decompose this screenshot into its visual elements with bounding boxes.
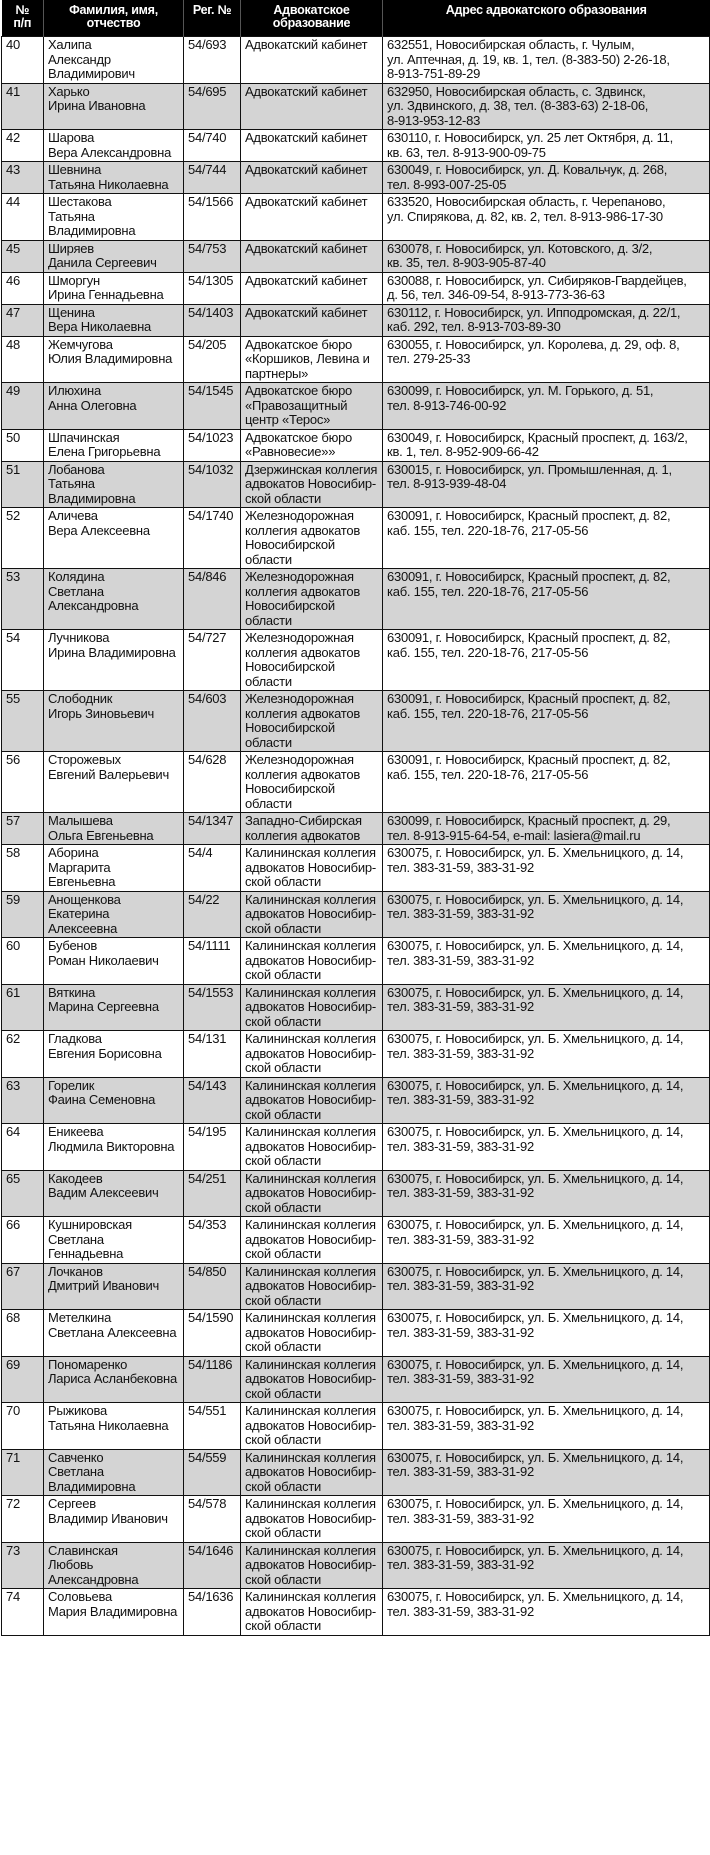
cell-reg-number: 54/1636 (184, 1589, 241, 1636)
cell-organization: Калининская коллегия адвокатов Новосибир- ской области (241, 1170, 383, 1217)
cell-organization: Калининская коллегия адвокатов Новосибир- ской области (241, 845, 383, 892)
cell-number: 52 (2, 508, 44, 569)
cell-organization: Калининская коллегия адвокатов Новосибир- ской области (241, 1310, 383, 1357)
cell-number: 57 (2, 813, 44, 845)
cell-reg-number: 54/1545 (184, 383, 241, 430)
table-body (2, 37, 710, 1636)
cell-name: Слободник Игорь Зиновьевич (44, 691, 184, 752)
table-row (2, 83, 710, 130)
cell-organization: Калининская коллегия адвокатов Новосибир- ской области (241, 1217, 383, 1264)
table-row (2, 691, 710, 752)
cell-address: 630049, г. Новосибирск, ул. Д. Ковальчук, д. 268, тел. 8-993-007-25-05 (383, 162, 710, 194)
table-row (2, 891, 710, 938)
cell-address: 630075, г. Новосибирск, ул. Б. Хмельницкого, д. 14, тел. 383-31-59, 383-31-92 (383, 1403, 710, 1450)
cell-name: Щенина Вера Николаевна (44, 304, 184, 336)
cell-number: 53 (2, 569, 44, 630)
table-row (2, 240, 710, 272)
cell-address: 630075, г. Новосибирск, ул. Б. Хмельницкого, д. 14, тел. 383-31-59, 383-31-92 (383, 1449, 710, 1496)
cell-number: 62 (2, 1031, 44, 1078)
cell-address: 630075, г. Новосибирск, ул. Б. Хмельницкого, д. 14, тел. 383-31-59, 383-31-92 (383, 1077, 710, 1124)
cell-name: Харько Ирина Ивановна (44, 83, 184, 130)
cell-organization: Адвокатский кабинет (241, 83, 383, 130)
cell-number: 74 (2, 1589, 44, 1636)
table-row (2, 162, 710, 194)
cell-organization: Калининская коллегия адвокатов Новосибир- ской области (241, 1496, 383, 1543)
table-row (2, 1077, 710, 1124)
cell-organization: Адвокатский кабинет (241, 304, 383, 336)
cell-organization: Калининская коллегия адвокатов Новосибир- ской области (241, 1124, 383, 1171)
cell-number: 43 (2, 162, 44, 194)
cell-reg-number: 54/1186 (184, 1356, 241, 1403)
cell-organization: Калининская коллегия адвокатов Новосибир- ской области (241, 1031, 383, 1078)
cell-name: Жемчугова Юлия Владимировна (44, 336, 184, 383)
cell-organization: Калининская коллегия адвокатов Новосибир- ской области (241, 1077, 383, 1124)
cell-organization: Калининская коллегия адвокатов Новосибир- ской области (241, 984, 383, 1031)
cell-address: 630075, г. Новосибирск, ул. Б. Хмельницкого, д. 14, тел. 383-31-59, 383-31-92 (383, 938, 710, 985)
cell-number: 68 (2, 1310, 44, 1357)
table-row (2, 1496, 710, 1543)
cell-address: 630075, г. Новосибирск, ул. Б. Хмельницкого, д. 14, тел. 383-31-59, 383-31-92 (383, 1356, 710, 1403)
cell-number: 70 (2, 1403, 44, 1450)
cell-number: 64 (2, 1124, 44, 1171)
cell-address: 630075, г. Новосибирск, ул. Б. Хмельницкого, д. 14, тел. 383-31-59, 383-31-92 (383, 1589, 710, 1636)
table-row (2, 569, 710, 630)
cell-address: 632950, Новосибирская область, с. Здвинск, ул. Здвинского, д. 38, тел. (8-383-63) 2-18-06, 8-913-953-12-83 (383, 83, 710, 130)
cell-name: Какодеев Вадим Алексеевич (44, 1170, 184, 1217)
cell-name: Шевнина Татьяна Николаевна (44, 162, 184, 194)
cell-reg-number: 54/251 (184, 1170, 241, 1217)
cell-reg-number: 54/1590 (184, 1310, 241, 1357)
cell-reg-number: 54/1305 (184, 272, 241, 304)
cell-name: Еникеева Людмила Викторовна (44, 1124, 184, 1171)
table-row (2, 1356, 710, 1403)
cell-organization: Дзержинская коллегия адвокатов Новосибир- ской области (241, 461, 383, 508)
cell-address: 630015, г. Новосибирск, ул. Промышленная, д. 1, тел. 8-913-939-48-04 (383, 461, 710, 508)
cell-name: Шморгун Ирина Геннадьевна (44, 272, 184, 304)
cell-reg-number: 54/695 (184, 83, 241, 130)
table-row (2, 461, 710, 508)
cell-organization: Железнодорожная коллегия адвокатов Новосибирской области (241, 630, 383, 691)
cell-organization: Железнодорожная коллегия адвокатов Новосибирской области (241, 691, 383, 752)
cell-reg-number: 54/727 (184, 630, 241, 691)
cell-name: Сергеев Владимир Иванович (44, 1496, 184, 1543)
cell-organization: Калининская коллегия адвокатов Новосибир- ской области (241, 1542, 383, 1589)
cell-organization: Адвокатское бюро «Равновесие»» (241, 429, 383, 461)
cell-address: 630091, г. Новосибирск, Красный проспект, д. 82, каб. 155, тел. 220-18-76, 217-05-56 (383, 752, 710, 813)
cell-reg-number: 54/22 (184, 891, 241, 938)
cell-number: 69 (2, 1356, 44, 1403)
cell-address: 630091, г. Новосибирск, Красный проспект, д. 82, каб. 155, тел. 220-18-76, 217-05-56 (383, 569, 710, 630)
table-row (2, 336, 710, 383)
cell-organization: Калининская коллегия адвокатов Новосибир- ской области (241, 1356, 383, 1403)
header-name: Фамилия, имя, отчество (44, 0, 184, 37)
cell-number: 67 (2, 1263, 44, 1310)
table-row (2, 1542, 710, 1589)
cell-reg-number: 54/1740 (184, 508, 241, 569)
cell-number: 42 (2, 130, 44, 162)
cell-address: 630075, г. Новосибирск, ул. Б. Хмельницкого, д. 14, тел. 383-31-59, 383-31-92 (383, 1496, 710, 1543)
cell-address: 630110, г. Новосибирск, ул. 25 лет Октября, д. 11, кв. 63, тел. 8-913-900-09-75 (383, 130, 710, 162)
cell-name: Халипа Александр Владимирович (44, 37, 184, 84)
cell-address: 633520, Новосибирская область, г. Черепаново, ул. Спирякова, д. 82, кв. 2, тел. 8-913-986-17-30 (383, 194, 710, 241)
cell-address: 630099, г. Новосибирск, Красный проспект, д. 29, тел. 8-913-915-64-54, e-mail: lasiera@mail.ru (383, 813, 710, 845)
cell-name: Шпачинская Елена Григорьевна (44, 429, 184, 461)
cell-reg-number: 54/551 (184, 1403, 241, 1450)
cell-reg-number: 54/1403 (184, 304, 241, 336)
cell-reg-number: 54/1032 (184, 461, 241, 508)
table-row (2, 1124, 710, 1171)
cell-number: 73 (2, 1542, 44, 1589)
cell-address: 630075, г. Новосибирск, ул. Б. Хмельницкого, д. 14, тел. 383-31-59, 383-31-92 (383, 1170, 710, 1217)
cell-number: 63 (2, 1077, 44, 1124)
cell-number: 59 (2, 891, 44, 938)
table-row (2, 383, 710, 430)
table-row (2, 272, 710, 304)
cell-name: Пономаренко Лариса Асланбековна (44, 1356, 184, 1403)
cell-reg-number: 54/850 (184, 1263, 241, 1310)
cell-name: Малышева Ольга Евгеньевна (44, 813, 184, 845)
cell-name: Сторожевых Евгений Валерьевич (44, 752, 184, 813)
cell-number: 45 (2, 240, 44, 272)
table-row (2, 130, 710, 162)
cell-number: 61 (2, 984, 44, 1031)
cell-organization: Адвокатский кабинет (241, 272, 383, 304)
cell-reg-number: 54/205 (184, 336, 241, 383)
cell-reg-number: 54/603 (184, 691, 241, 752)
table-row (2, 1263, 710, 1310)
cell-address: 630049, г. Новосибирск, Красный проспект, д. 163/2, кв. 1, тел. 8-952-909-66-42 (383, 429, 710, 461)
cell-reg-number: 54/4 (184, 845, 241, 892)
cell-address: 630075, г. Новосибирск, ул. Б. Хмельницкого, д. 14, тел. 383-31-59, 383-31-92 (383, 1542, 710, 1589)
cell-name: Илюхина Анна Олеговна (44, 383, 184, 430)
cell-reg-number: 54/1646 (184, 1542, 241, 1589)
table-row (2, 1449, 710, 1496)
table-row (2, 304, 710, 336)
cell-number: 56 (2, 752, 44, 813)
cell-name: Рыжикова Татьяна Николаевна (44, 1403, 184, 1450)
cell-number: 46 (2, 272, 44, 304)
cell-name: Лочканов Дмитрий Иванович (44, 1263, 184, 1310)
lawyers-table (1, 0, 710, 1636)
table-row (2, 1310, 710, 1357)
cell-number: 66 (2, 1217, 44, 1264)
cell-name: Метелкина Светлана Алексеевна (44, 1310, 184, 1357)
cell-reg-number: 54/1566 (184, 194, 241, 241)
cell-name: Аборина Маргарита Евгеньевна (44, 845, 184, 892)
cell-reg-number: 54/753 (184, 240, 241, 272)
cell-organization: Железнодорожная коллегия адвокатов Новосибирской области (241, 508, 383, 569)
cell-address: 630091, г. Новосибирск, Красный проспект, д. 82, каб. 155, тел. 220-18-76, 217-05-56 (383, 630, 710, 691)
cell-address: 632551, Новосибирская область, г. Чулым, ул. Аптечная, д. 19, кв. 1, тел. (8-383-50) 2-26-18, 8-913-751-89-29 (383, 37, 710, 84)
cell-name: Кушнировская Светлана Геннадьевна (44, 1217, 184, 1264)
cell-organization: Железнодорожная коллегия адвокатов Новосибирской области (241, 752, 383, 813)
cell-address: 630088, г. Новосибирск, ул. Сибиряков-Гвардейцев, д. 56, тел. 346-09-54, 8-913-773-36-63 (383, 272, 710, 304)
cell-organization: Калининская коллегия адвокатов Новосибир- ской области (241, 1449, 383, 1496)
table-row (2, 194, 710, 241)
cell-address: 630091, г. Новосибирск, Красный проспект, д. 82, каб. 155, тел. 220-18-76, 217-05-56 (383, 691, 710, 752)
cell-number: 60 (2, 938, 44, 985)
cell-organization: Адвокатский кабинет (241, 162, 383, 194)
cell-number: 54 (2, 630, 44, 691)
cell-name: Лучникова Ирина Владимировна (44, 630, 184, 691)
cell-organization: Калининская коллегия адвокатов Новосибир- ской области (241, 891, 383, 938)
cell-reg-number: 54/628 (184, 752, 241, 813)
cell-organization: Калининская коллегия адвокатов Новосибир- ской области (241, 1403, 383, 1450)
header-reg-number: Рег. № (184, 0, 241, 37)
cell-number: 65 (2, 1170, 44, 1217)
cell-address: 630075, г. Новосибирск, ул. Б. Хмельницкого, д. 14, тел. 383-31-59, 383-31-92 (383, 1031, 710, 1078)
cell-name: Анощенкова Екатерина Алексеевна (44, 891, 184, 938)
cell-name: Ширяев Данила Сергеевич (44, 240, 184, 272)
cell-address: 630075, г. Новосибирск, ул. Б. Хмельницкого, д. 14, тел. 383-31-59, 383-31-92 (383, 1263, 710, 1310)
cell-address: 630075, г. Новосибирск, ул. Б. Хмельницкого, д. 14, тел. 383-31-59, 383-31-92 (383, 1124, 710, 1171)
cell-reg-number: 54/1111 (184, 938, 241, 985)
cell-reg-number: 54/693 (184, 37, 241, 84)
table-row (2, 429, 710, 461)
cell-reg-number: 54/131 (184, 1031, 241, 1078)
cell-organization: Железнодорожная коллегия адвокатов Новосибирской области (241, 569, 383, 630)
cell-name: Шарова Вера Александровна (44, 130, 184, 162)
table-row (2, 1403, 710, 1450)
cell-name: Соловьева Мария Владимировна (44, 1589, 184, 1636)
cell-number: 55 (2, 691, 44, 752)
cell-organization: Западно-Сибирская коллегия адвокатов (241, 813, 383, 845)
cell-number: 40 (2, 37, 44, 84)
cell-organization: Калининская коллегия адвокатов Новосибир- ской области (241, 1589, 383, 1636)
table-row (2, 752, 710, 813)
cell-address: 630075, г. Новосибирск, ул. Б. Хмельницкого, д. 14, тел. 383-31-59, 383-31-92 (383, 1217, 710, 1264)
cell-number: 49 (2, 383, 44, 430)
table-row (2, 508, 710, 569)
cell-organization: Адвокатский кабинет (241, 240, 383, 272)
cell-address: 630055, г. Новосибирск, ул. Королева, д. 29, оф. 8, тел. 279-25-33 (383, 336, 710, 383)
cell-reg-number: 54/578 (184, 1496, 241, 1543)
cell-number: 47 (2, 304, 44, 336)
cell-name: Шестакова Татьяна Владимировна (44, 194, 184, 241)
table-row (2, 1170, 710, 1217)
table-row (2, 37, 710, 84)
cell-address: 630075, г. Новосибирск, ул. Б. Хмельницкого, д. 14, тел. 383-31-59, 383-31-92 (383, 845, 710, 892)
cell-reg-number: 54/1347 (184, 813, 241, 845)
cell-name: Лобанова Татьяна Владимировна (44, 461, 184, 508)
cell-address: 630075, г. Новосибирск, ул. Б. Хмельницкого, д. 14, тел. 383-31-59, 383-31-92 (383, 891, 710, 938)
cell-organization: Калининская коллегия адвокатов Новосибир- ской области (241, 1263, 383, 1310)
header-number: № п/п (2, 0, 44, 37)
cell-organization: Адвокатский кабинет (241, 194, 383, 241)
table-row (2, 1031, 710, 1078)
table-row (2, 938, 710, 985)
cell-number: 51 (2, 461, 44, 508)
cell-organization: Адвокатский кабинет (241, 130, 383, 162)
cell-number: 72 (2, 1496, 44, 1543)
cell-name: Горелик Фаина Семеновна (44, 1077, 184, 1124)
cell-reg-number: 54/1023 (184, 429, 241, 461)
cell-reg-number: 54/143 (184, 1077, 241, 1124)
cell-name: Вяткина Марина Сергеевна (44, 984, 184, 1031)
header-organization: Адвокатское образование (241, 0, 383, 37)
cell-address: 630112, г. Новосибирск, ул. Ипподромская, д. 22/1, каб. 292, тел. 8-913-703-89-30 (383, 304, 710, 336)
cell-name: Савченко Светлана Владимировна (44, 1449, 184, 1496)
table-row (2, 1217, 710, 1264)
cell-number: 48 (2, 336, 44, 383)
cell-reg-number: 54/195 (184, 1124, 241, 1171)
cell-reg-number: 54/846 (184, 569, 241, 630)
cell-reg-number: 54/559 (184, 1449, 241, 1496)
table-row (2, 813, 710, 845)
cell-name: Бубенов Роман Николаевич (44, 938, 184, 985)
cell-number: 71 (2, 1449, 44, 1496)
cell-reg-number: 54/1553 (184, 984, 241, 1031)
table-header (2, 0, 710, 37)
cell-name: Колядина Светлана Александровна (44, 569, 184, 630)
header-address: Адрес адвокатского образования (383, 0, 710, 37)
cell-address: 630075, г. Новосибирск, ул. Б. Хмельницкого, д. 14, тел. 383-31-59, 383-31-92 (383, 1310, 710, 1357)
cell-address: 630075, г. Новосибирск, ул. Б. Хмельницкого, д. 14, тел. 383-31-59, 383-31-92 (383, 984, 710, 1031)
table-row (2, 984, 710, 1031)
table-row (2, 630, 710, 691)
cell-number: 44 (2, 194, 44, 241)
cell-number: 50 (2, 429, 44, 461)
cell-organization: Адвокатское бюро «Коршиков, Левина и партнеры» (241, 336, 383, 383)
cell-name: Славинская Любовь Александровна (44, 1542, 184, 1589)
cell-name: Аличева Вера Алексеевна (44, 508, 184, 569)
cell-reg-number: 54/353 (184, 1217, 241, 1264)
cell-organization: Адвокатский кабинет (241, 37, 383, 84)
cell-organization: Адвокатское бюро «Правозащитный центр «Терос» (241, 383, 383, 430)
cell-name: Гладкова Евгения Борисовна (44, 1031, 184, 1078)
cell-reg-number: 54/740 (184, 130, 241, 162)
cell-organization: Калининская коллегия адвокатов Новосибир- ской области (241, 938, 383, 985)
cell-address: 630091, г. Новосибирск, Красный проспект, д. 82, каб. 155, тел. 220-18-76, 217-05-56 (383, 508, 710, 569)
cell-number: 41 (2, 83, 44, 130)
cell-address: 630078, г. Новосибирск, ул. Котовского, д. 3/2, кв. 35, тел. 8-903-905-87-40 (383, 240, 710, 272)
cell-reg-number: 54/744 (184, 162, 241, 194)
table-row (2, 1589, 710, 1636)
table-row (2, 845, 710, 892)
header-row (2, 0, 710, 37)
cell-address: 630099, г. Новосибирск, ул. М. Горького, д. 51, тел. 8-913-746-00-92 (383, 383, 710, 430)
cell-number: 58 (2, 845, 44, 892)
